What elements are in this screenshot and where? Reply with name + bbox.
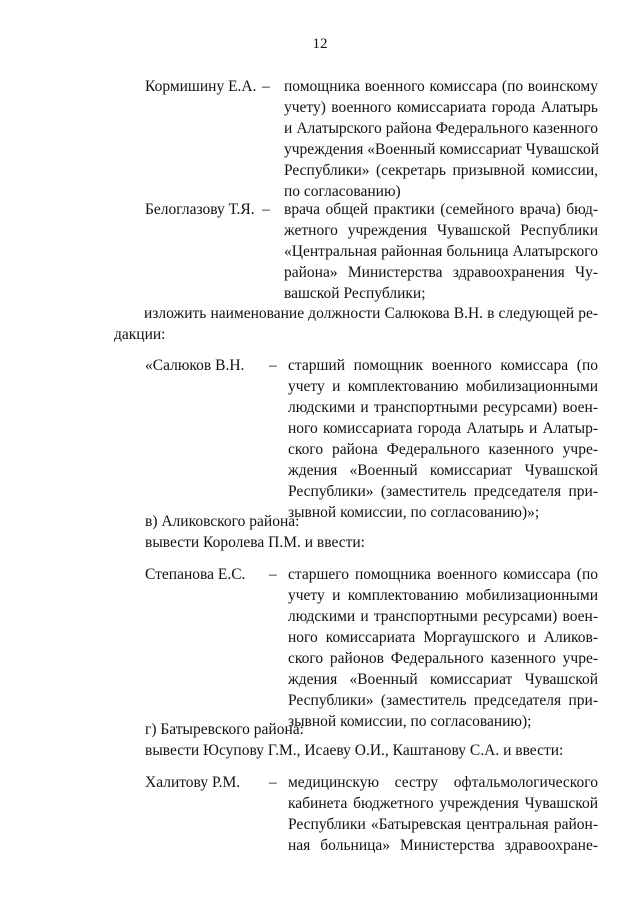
text-line: вашской Республики;	[284, 285, 426, 302]
text-line: района» Министерства здравоохранения Чу-	[284, 264, 598, 281]
page-number: 12	[312, 36, 328, 52]
member-name: Белоглазову Т.Я.	[145, 201, 255, 218]
text-line: изложить наименование должности Салюкова В.Н. в следующей ре-	[144, 305, 598, 322]
text-line: зывной комиссии, по согласованию)»;	[288, 504, 540, 521]
text-line: ского района Федерального казенного учре-	[288, 441, 598, 458]
member-name: Халитову Р.М.	[145, 774, 241, 791]
text-line: г) Батыревского района:	[145, 721, 304, 738]
dash: –	[269, 566, 277, 583]
text-line: людскими и транспортными ресурсами) воен-	[288, 608, 598, 625]
text-line: людскими и транспортными ресурсами) воен-	[288, 399, 598, 416]
text-line: жетного учреждения Чувашской Республики	[284, 222, 598, 239]
amendment-paragraph	[114, 303, 598, 345]
text-line: «Центральная районная больница Алатырского	[284, 243, 598, 260]
member-position	[284, 199, 598, 304]
text-line: Республики» (заместитель председателя при-	[288, 692, 598, 709]
text-line: Республики» (заместитель председателя при-	[288, 483, 598, 500]
dash: –	[269, 774, 277, 791]
text-line: и Алатырского района Федерального казенного	[284, 120, 598, 137]
text-line: по согласованию)	[284, 183, 401, 200]
district-paragraph	[145, 511, 598, 553]
member-position	[288, 564, 598, 732]
text-line: ждения «Военный комиссариат Чувашской	[288, 671, 598, 688]
dash: –	[262, 201, 270, 218]
dash: –	[269, 357, 277, 374]
member-name: Степанова Е.С.	[145, 566, 246, 583]
member-position	[288, 772, 598, 856]
text-line: вывести Королева П.М. и ввести:	[145, 534, 365, 551]
text-line: ждения «Военный комиссариат Чувашской	[288, 462, 598, 479]
member-name: «Салюков В.Н.	[145, 357, 245, 374]
member-position	[288, 355, 598, 523]
text-line: старшего помощника военного комиссара (по	[288, 566, 598, 583]
text-line: Республики «Батыревская центральная район-	[288, 816, 598, 833]
text-line: кабинета бюджетного учреждения Чувашской	[288, 795, 598, 812]
text-line: медицинскую сестру офтальмологического	[288, 774, 598, 791]
text-line: врача общей практики (семейного врача) бюд-	[284, 201, 598, 218]
text-line: ского районов Федерального казенного учре-	[288, 650, 598, 667]
member-name: Кормишину Е.А.	[145, 78, 257, 95]
text-line: дакции:	[114, 326, 166, 343]
text-line: зывной комиссии, по согласованию);	[288, 713, 532, 730]
text-line: ного комиссариата города Алатырь и Алатыр-	[288, 420, 598, 437]
text-line: учету и комплектованию мобилизационными	[288, 587, 598, 604]
member-position	[284, 76, 598, 202]
dash: –	[262, 78, 270, 95]
text-line: помощника военного комиссара (по воинскому	[284, 78, 598, 95]
text-line: ного комиссариата Моргаушского и Аликов-	[288, 629, 598, 646]
text-line: Республики» (секретарь призывной комиссии,	[284, 162, 598, 179]
text-line: учету) военного комиссариата города Алатырь	[284, 99, 598, 116]
text-line: в) Аликовского района:	[145, 513, 300, 530]
text-line: учреждения «Военный комиссариат Чувашской	[284, 141, 600, 158]
text-line: старший помощник военного комиссара (по	[288, 357, 598, 374]
text-line: учету и комплектованию мобилизационными	[288, 378, 598, 395]
text-line: вывести Юсупову Г.М., Исаеву О.И., Каштанову С.А. и ввести:	[145, 742, 564, 759]
text-line: ная больница» Министерства здравоохране-	[288, 837, 598, 854]
district-paragraph	[145, 719, 598, 761]
